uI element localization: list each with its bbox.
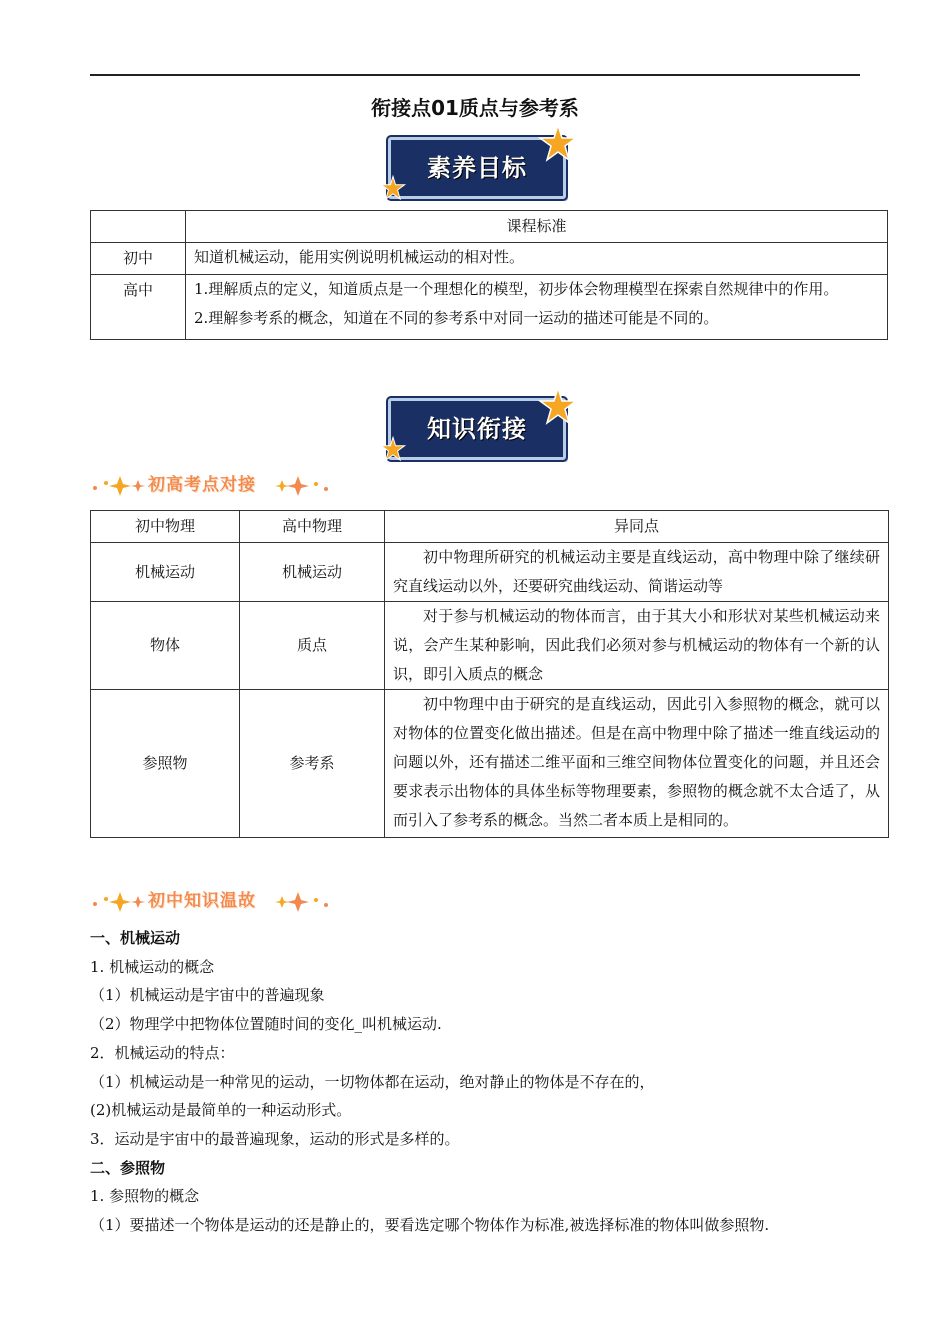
knowledge-badge xyxy=(388,398,578,464)
sparkle-icon xyxy=(272,470,332,500)
diff-cell: 初中物理所研究的机械运动主要是直线运动，高中物理中除了继续研究直线运动以外，还要研究曲线运动、简谐运动等 xyxy=(385,543,889,602)
table-row xyxy=(91,275,888,340)
knowledge-badge-label: 知识衔接 xyxy=(427,415,527,443)
star-icon xyxy=(380,175,406,201)
diff-cell: 初中物理中由于研究的是直线运动，因此引入参照物的概念，就可以对物体的位置变化做出描述。但是在高中物理中除了描述一维直线运动的问题以外，还有描述二维平面和三维空间物体位置变化的问题，并且还会要求表示出物体的具体坐标等物理要素，参照物的概念就不太合适了，从而引入了参考系的概念。当然二者本质上是相同的。 xyxy=(385,690,889,838)
sparkle-icon xyxy=(90,470,150,500)
goals-badge xyxy=(388,137,578,203)
junior-cell: 物体 xyxy=(91,602,240,690)
col-header-senior: 高中物理 xyxy=(240,511,385,543)
body-line: （2）物理学中把物体位置随时间的变化_叫机械运动. xyxy=(90,1015,442,1034)
star-icon xyxy=(380,436,406,462)
compare-table xyxy=(90,510,889,838)
body-line: 2．机械运动的特点： xyxy=(90,1043,235,1062)
table-row xyxy=(91,511,889,543)
table-row xyxy=(91,543,889,602)
senior-cell: 质点 xyxy=(240,602,385,690)
compare-ribbon-label: 初高考点对接 xyxy=(148,475,256,495)
body-line: （1）机械运动是一种常见的运动，一切物体都在运动，绝对静止的物体是不存在的， xyxy=(90,1072,655,1091)
table-row xyxy=(91,243,888,275)
compare-ribbon xyxy=(90,470,340,500)
standard-cell: 1.理解质点的定义，知道质点是一个理想化的模型，初步体会物理模型在探索自然规律中的作用。 2.理解参考系的概念，知道在不同的参考系中对同一运动的描述可能是不同的。 xyxy=(186,275,888,340)
senior-cell: 机械运动 xyxy=(240,543,385,602)
section-heading: 二、参照物 xyxy=(90,1158,166,1177)
standard-cell: 知道机械运动，能用实例说明机械运动的相对性。 xyxy=(186,243,888,275)
senior-cell: 参考系 xyxy=(240,690,385,838)
level-cell: 初中 xyxy=(91,243,186,275)
col-header-junior: 初中物理 xyxy=(91,511,240,543)
body-line: 1. 参照物的概念 xyxy=(90,1187,200,1206)
section-heading: 一、机械运动 xyxy=(90,929,181,947)
diff-cell: 对于参与机械运动的物体而言，由于其大小和形状对某些机械运动来说，会产生某种影响，因此我们必须对参与机械运动的物体有一个新的认识，即引入质点的概念 xyxy=(385,602,889,690)
standards-table xyxy=(90,210,888,340)
goals-badge-label: 素养目标 xyxy=(427,154,527,182)
body-line: 1. 机械运动的概念 xyxy=(90,957,215,976)
standards-header: 课程标准 xyxy=(186,211,888,243)
body-line: (2)机械运动是最简单的一种运动形式。 xyxy=(90,1101,352,1120)
sparkle-icon xyxy=(90,886,150,916)
sparkle-icon xyxy=(272,886,332,916)
col-header-diff: 异同点 xyxy=(385,511,889,543)
table-row xyxy=(91,690,889,838)
review-ribbon xyxy=(90,886,340,916)
body-line: 3．运动是宇宙中的最普遍现象，运动的形式是多样的。 xyxy=(90,1129,460,1148)
star-icon xyxy=(538,386,578,426)
review-ribbon-label: 初中知识温故 xyxy=(148,891,256,911)
body-line: （1）机械运动是宇宙中的普遍现象 xyxy=(90,986,325,1005)
page-title: 衔接点01质点与参考系 xyxy=(371,96,579,120)
junior-cell: 机械运动 xyxy=(91,543,240,602)
review-body xyxy=(90,924,870,1240)
star-icon xyxy=(538,123,578,163)
table-row xyxy=(91,211,888,243)
level-cell: 高中 xyxy=(91,275,186,340)
table-row xyxy=(91,602,889,690)
body-line: （1）要描述一个物体是运动的还是静止的，要看选定哪个物体作为标准,被选择标准的物体叫做参照物. xyxy=(90,1216,770,1235)
header-rule xyxy=(90,74,860,76)
junior-cell: 参照物 xyxy=(91,690,240,838)
